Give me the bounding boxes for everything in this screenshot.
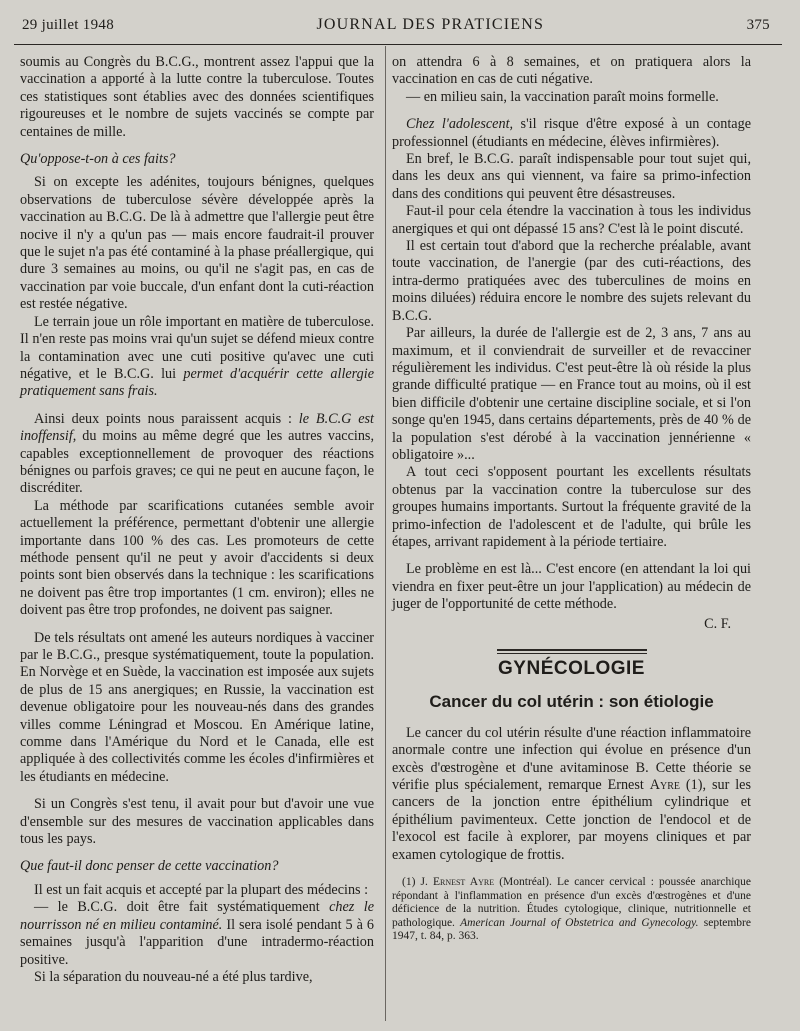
journal-citation: American Journal of Obstetrica and Gynecology.	[460, 916, 699, 929]
running-header	[22, 10, 770, 40]
page-number: 375	[746, 16, 770, 33]
text-run: Le terrain joue un rôle important en matière de tuberculose. Il n'en reste pas moins vrai qu'un sujet se défend mieux contre la contamination avec une cuti positive qu'avec une cuti négative, et le B.C.G. lui	[20, 313, 374, 382]
section-rule	[497, 649, 647, 654]
emphasis: permet d'acquérir cette allergie pratiquement sans frais.	[20, 365, 375, 400]
header-rule	[14, 44, 782, 45]
paragraph	[392, 725, 751, 864]
emphasis: chez le nourrisson né en milieu contaminé.	[20, 899, 374, 933]
paragraph	[392, 116, 751, 151]
paragraph: Il est certain tout d'abord que la recherche préalable, avant toute vaccination, de l'anergie (par des cuti-réactions, des intra-dermo pratiquées avec des tuberculines de moins en moins diluées) réduira encore le nombre des sujets relevant du B.C.G.	[392, 238, 751, 324]
paragraph: En bref, le B.C.G. paraît indispensable pour tout sujet qui, dans les deux ans qui viennent, va faire sa primo-infection dans des conditions qui peuvent être désastreuses.	[392, 151, 751, 202]
text-run: (Montréal). Le cancer cervical : poussée anarchique répondant à l'inflammation en présence d'un excès d'œstrogènes et d'une déficience de la nutrition. Études cytologique, clinique, nutritionnelle et pathologique.	[392, 876, 752, 929]
paragraph: La méthode par scarifications cutanées semble avoir actuellement la préférence, permettant d'obtenir une allergie importante dans 100 % des cas. Les promoteurs de cette méthode pensent qu'il ne peut y avoir d'accidents si deux points sont bien observés dans la technique : les scarifications ne doivent pas être trop importantes (1 cm. environ); elles ne doivent pas être trop profondes, ne doivent pas saigner.	[20, 497, 374, 619]
paragraph: Si la séparation du nouveau-né a été plus tardive,	[34, 968, 313, 985]
paragraph: — en milieu sain, la vaccination paraît moins formelle.	[406, 88, 719, 105]
text-run: (1) J.	[402, 876, 433, 889]
text-run: Il sera isolé pendant 5 à 6 semaines jusqu'à l'apparition d'une intradermo-réaction positive.	[20, 916, 374, 968]
footnote	[392, 876, 751, 944]
paragraph: De tels résultats ont amené les auteurs nordiques à vacciner par le B.C.G., presque systématiquement, toute la population. En Norvège et en Suède, la vaccination est imposée aux sujets de plus de 15 ans anergiques; en Russie, la vaccination est devenue obligatoire pour les nouveau-nés dans des grandes villes comme Léningrad et Moscou. En Amérique latine, comme dans l'Amérique du Nord et le Canada, elle est appliquée à des collectivités comme les écoles d'infirmières et les étudiants en médecine.	[20, 629, 374, 785]
rule-line	[497, 649, 647, 651]
paragraph	[20, 899, 374, 969]
text-run: Ainsi deux points nous paraissent acquis :	[34, 410, 299, 427]
journal-title: JOURNAL DES PRATICIENS	[316, 16, 545, 33]
paragraph	[20, 314, 374, 401]
author-name: Ayre	[649, 777, 680, 794]
text-run: s'il risque d'être exposé à un contage professionnel (étudiants en médecine, élèves infirmières).	[392, 116, 751, 150]
paragraph: Si un Congrès s'est tenu, il avait pour but d'avoir une vue d'ensemble sur des mesures de vaccination applicables dans tous les pays.	[20, 796, 374, 848]
header-date: 29 juillet 1948	[22, 16, 114, 33]
paragraph: Si on excepte les adénites, toujours bénignes, quelques observations de tuberculose sévère développée après la vaccination au B.C.G. De là à admettre que l'allergie peut être nocive il n'y a qu'un pas — mais encore faudrait-il prouver que le sujet n'a pas été contaminé à la phase préallergique, qui dure 3 semaines au moins, ou qu'il ne s'agit pas, en cas de vaccination par voie buccale, d'un enfant dont la cuti-réaction est restée négative.	[20, 174, 374, 313]
paragraph: soumis au Congrès du B.C.G., montrent assez l'appui que la vaccination a apporté à la lutte contre la tuberculose. Toutes ces statistiques sont établies avec des données scientifiques rigoureuses et le nombre de sujets vaccinés se compte par centaines de mille.	[20, 54, 374, 140]
paragraph: Faut-il pour cela étendre la vaccination à tous les individus anergiques et qui ont dépassé 15 ans? C'est là le point discuté.	[392, 203, 751, 237]
paragraph: Par ailleurs, la durée de l'allergie est de 2, 3 ans, 7 ans au maximum, et il conviendrait de surveiller et de revacciner régulièrement les individus. C'est peut-être là où réside la plus grande difficulté pratique — en France tout au moins, où il est bien difficile d'obtenir une certaine discipline sociale, et si l'on songe qu'en 1945, dans certains départements, près de 40 % de la population s'est dérobé à la vaccination jennérienne « obligatoire »...	[392, 325, 751, 463]
text-run: septembre 1947, t. 84, p. 363.	[392, 916, 751, 943]
subheading-question: Que faut-il donc penser de cette vaccination?	[20, 858, 279, 875]
article-title: Cancer du col utérin : son étiologie	[429, 692, 714, 712]
section-title: GYNÉCOLOGIE	[498, 658, 645, 679]
paragraph	[20, 411, 374, 498]
column-divider	[385, 46, 386, 1021]
author-name: Ernest Ayre	[432, 876, 495, 889]
text-run: Le cancer du col utérin résulte d'une réaction inflammatoire anormale contre une infection qui évolue en présence d'un excès d'œstrogène et d'une avitaminose B. Cette théorie se vérifie plus spécialement, remarque Ernest	[392, 724, 751, 794]
emphasis: Chez l'adolescent,	[406, 116, 514, 133]
left-column	[20, 54, 374, 986]
paragraph: A tout ceci s'opposent pourtant les excellents résultats obtenus par la vaccination contre la tuberculose sur des groupes humains importants. Surtout la fréquente gravité de la primo-infection de l'adolescent et de l'adulte, qui brûle les étapes, arrivant rapidement à la période tertiaire.	[392, 464, 751, 550]
paragraph: Il est un fait acquis et accepté par la plupart des médecins :	[34, 881, 369, 898]
text-run: du moins au même degré que les autres vaccins, capables exceptionnellement de provoquer des réactions bénignes ou parfois graves; ce qui ne peut en aucune façon, le discréditer.	[20, 428, 374, 497]
subheading-question: Qu'oppose-t-on à ces faits?	[20, 151, 176, 168]
author-signature: C. F.	[704, 615, 731, 632]
paragraph: Le problème en est là... C'est encore (en attendant la loi qui viendra en fixer peut-être un jour l'application) au médecin de juger de l'opportunité de cette méthode.	[392, 561, 751, 613]
right-column	[392, 54, 751, 944]
emphasis: le B.C.G est inoffensif,	[20, 410, 374, 445]
paragraph: on attendra 6 à 8 semaines, et on pratiquera alors la vaccination en cas de cuti négative.	[392, 54, 751, 88]
text-run: — le B.C.G. doit être fait systématiquement	[34, 899, 330, 916]
text-run: (1), sur les cancers de la jonction entre épithélium cylindrique et épithélium pavimenteux. Cette jonction de l'endocol et de l'exocol est facile à explorer, par moyens cliniques et par examen cytologique de frottis.	[392, 777, 751, 863]
rule-line	[497, 653, 647, 654]
footnote-text	[392, 876, 751, 944]
